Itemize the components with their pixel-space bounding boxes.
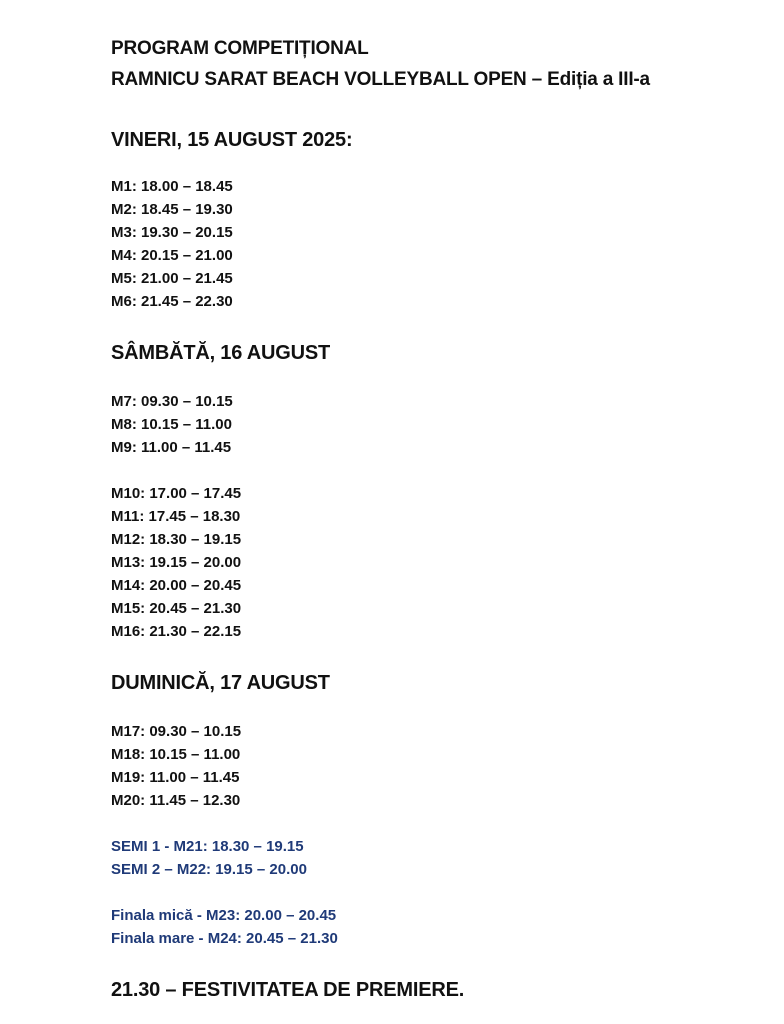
semifinal-2: SEMI 2 – M22: 19.15 – 20.00 — [111, 861, 307, 878]
match-m12: M12: 18.30 – 19.15 — [111, 531, 242, 548]
match-list-friday — [111, 175, 233, 313]
semifinals-list — [111, 835, 307, 881]
match-m10: M10: 17.00 – 17.45 — [111, 485, 242, 502]
match-m5: M5: 21.00 – 21.45 — [111, 270, 233, 287]
match-m13: M13: 19.15 – 20.00 — [111, 554, 242, 571]
day-heading-sunday: DUMINICĂ, 17 AUGUST — [111, 672, 330, 694]
match-list-sunday — [111, 720, 241, 812]
match-m4: M4: 20.15 – 21.00 — [111, 247, 233, 264]
day-heading-saturday: SÂMBĂTĂ, 16 AUGUST — [111, 342, 331, 364]
match-m7: M7: 09.30 – 10.15 — [111, 393, 233, 410]
schedule-document — [111, 0, 784, 1024]
match-list-saturday-evening — [111, 482, 241, 643]
match-m6: M6: 21.45 – 22.30 — [111, 293, 233, 310]
match-m17: M17: 09.30 – 10.15 — [111, 723, 242, 740]
match-m20: M20: 11.45 – 12.30 — [111, 792, 241, 809]
match-m15: M15: 20.45 – 21.30 — [111, 600, 242, 617]
match-m3: M3: 19.30 – 20.15 — [111, 224, 233, 241]
match-list-saturday-morning — [111, 390, 233, 459]
final-small: Finala mică - M23: 20.00 – 20.45 — [111, 907, 337, 924]
match-m1: M1: 18.00 – 18.45 — [111, 178, 233, 195]
match-m18: M18: 10.15 – 11.00 — [111, 746, 241, 763]
awards-ceremony: 21.30 – FESTIVITATEA DE PREMIERE. — [111, 979, 465, 1001]
finals-list — [111, 904, 338, 950]
document-subtitle: RAMNICU SARAT BEACH VOLLEYBALL OPEN – Ediția a III-a — [111, 69, 650, 90]
match-m8: M8: 10.15 – 11.00 — [111, 416, 232, 433]
document-title: PROGRAM COMPETIȚIONAL — [111, 38, 369, 59]
final-big: Finala mare - M24: 20.45 – 21.30 — [111, 930, 338, 947]
match-m2: M2: 18.45 – 19.30 — [111, 201, 233, 218]
semifinal-1: SEMI 1 - M21: 18.30 – 19.15 — [111, 838, 304, 855]
match-m14: M14: 20.00 – 20.45 — [111, 577, 242, 594]
day-heading-friday: VINERI, 15 AUGUST 2025: — [111, 129, 353, 151]
match-m16: M16: 21.30 – 22.15 — [111, 623, 242, 640]
match-m19: M19: 11.00 – 11.45 — [111, 769, 240, 786]
match-m9: M9: 11.00 – 11.45 — [111, 439, 232, 456]
match-m11: M11: 17.45 – 18.30 — [111, 508, 241, 525]
